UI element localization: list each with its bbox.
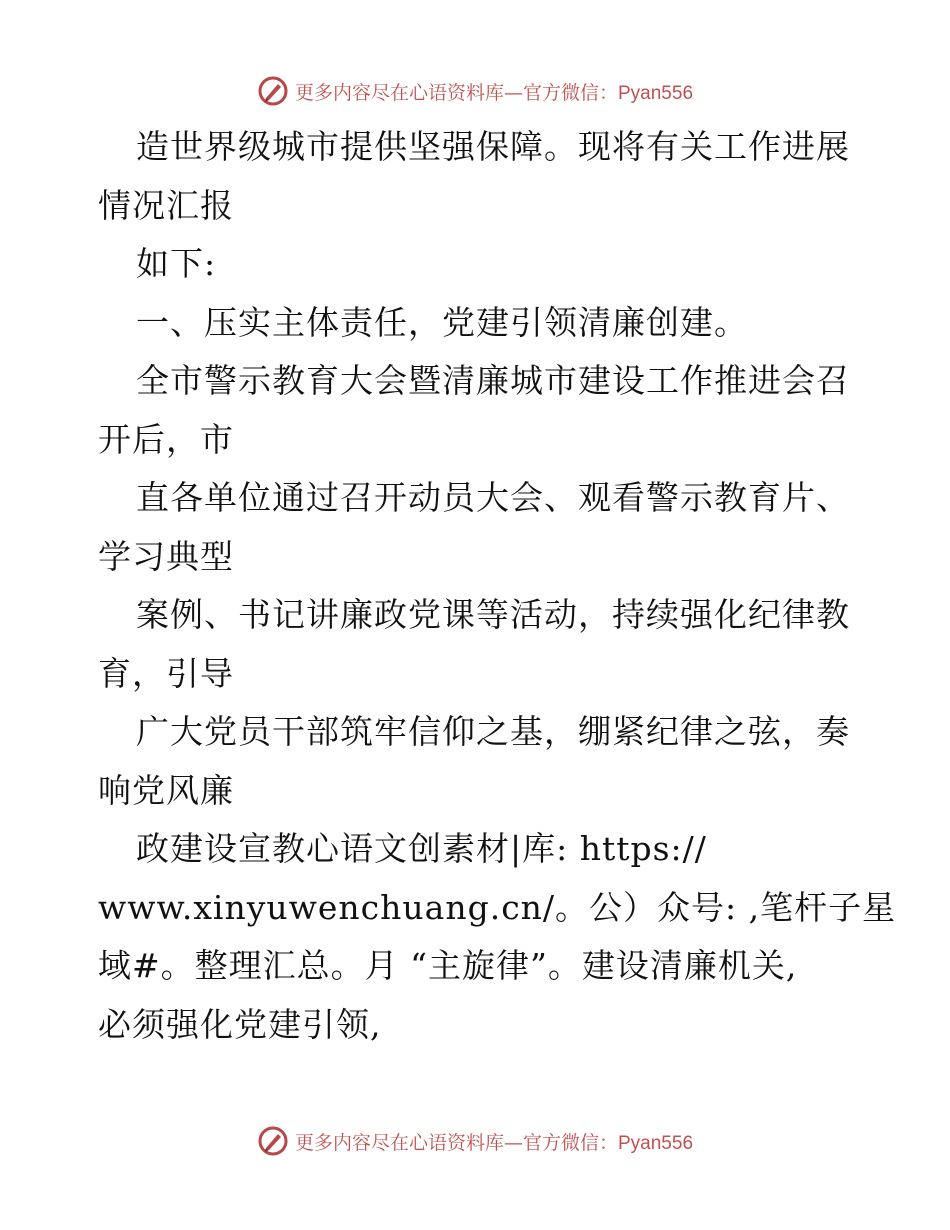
text-line: 案例、书记讲廉政党课等活动，持续强化纪律教 <box>136 595 850 634</box>
document-body <box>98 118 897 1054</box>
text-line: 学习典型 <box>98 536 234 576</box>
text-line: 域#。整理汇总。月 “主旋律”。建设清廉机关, <box>98 946 798 985</box>
footer-banner-text: 更多内容尽在心语资料库—官方微信：Pyan556 <box>294 1131 694 1154</box>
text-line: 造世界级城市提供坚强保障。现将有关工作进展 <box>136 127 850 166</box>
text-line: 政建设宣教心语文创素材|库: https:// <box>136 829 707 868</box>
text-line: 如下: <box>136 244 217 283</box>
text-line: 直各单位通过召开动员大会、观看警示教育片、 <box>136 478 850 517</box>
text-line: 情况汇报 <box>98 185 234 225</box>
header-banner-wechat-id: Pyan556 <box>618 82 694 104</box>
text-line: 必须强化党建引领, <box>98 1004 382 1044</box>
text-line: 开后，市 <box>98 419 234 459</box>
pen-in-circle-logo-icon <box>257 1125 289 1157</box>
text-line: 一、压实主体责任，党建引领清廉创建。 <box>136 302 748 342</box>
header-banner <box>0 71 950 111</box>
text-line: www.xinyuwenchuang.cn/。公）众号: ,笔杆子星 <box>98 887 897 927</box>
pen-in-circle-logo-icon <box>257 75 289 107</box>
footer-banner-wechat-id: Pyan556 <box>618 1132 694 1154</box>
header-banner-text: 更多内容尽在心语资料库—官方微信：Pyan556 <box>294 81 694 104</box>
text-line: 全市警示教育大会暨清廉城市建设工作推进会召 <box>136 361 850 400</box>
text-line: 广大党员干部筑牢信仰之基，绷紧纪律之弦，奏 <box>136 712 850 751</box>
text-line: 响党风廉 <box>98 770 234 810</box>
text-line: 育，引导 <box>98 653 234 693</box>
footer-banner <box>0 1121 950 1161</box>
